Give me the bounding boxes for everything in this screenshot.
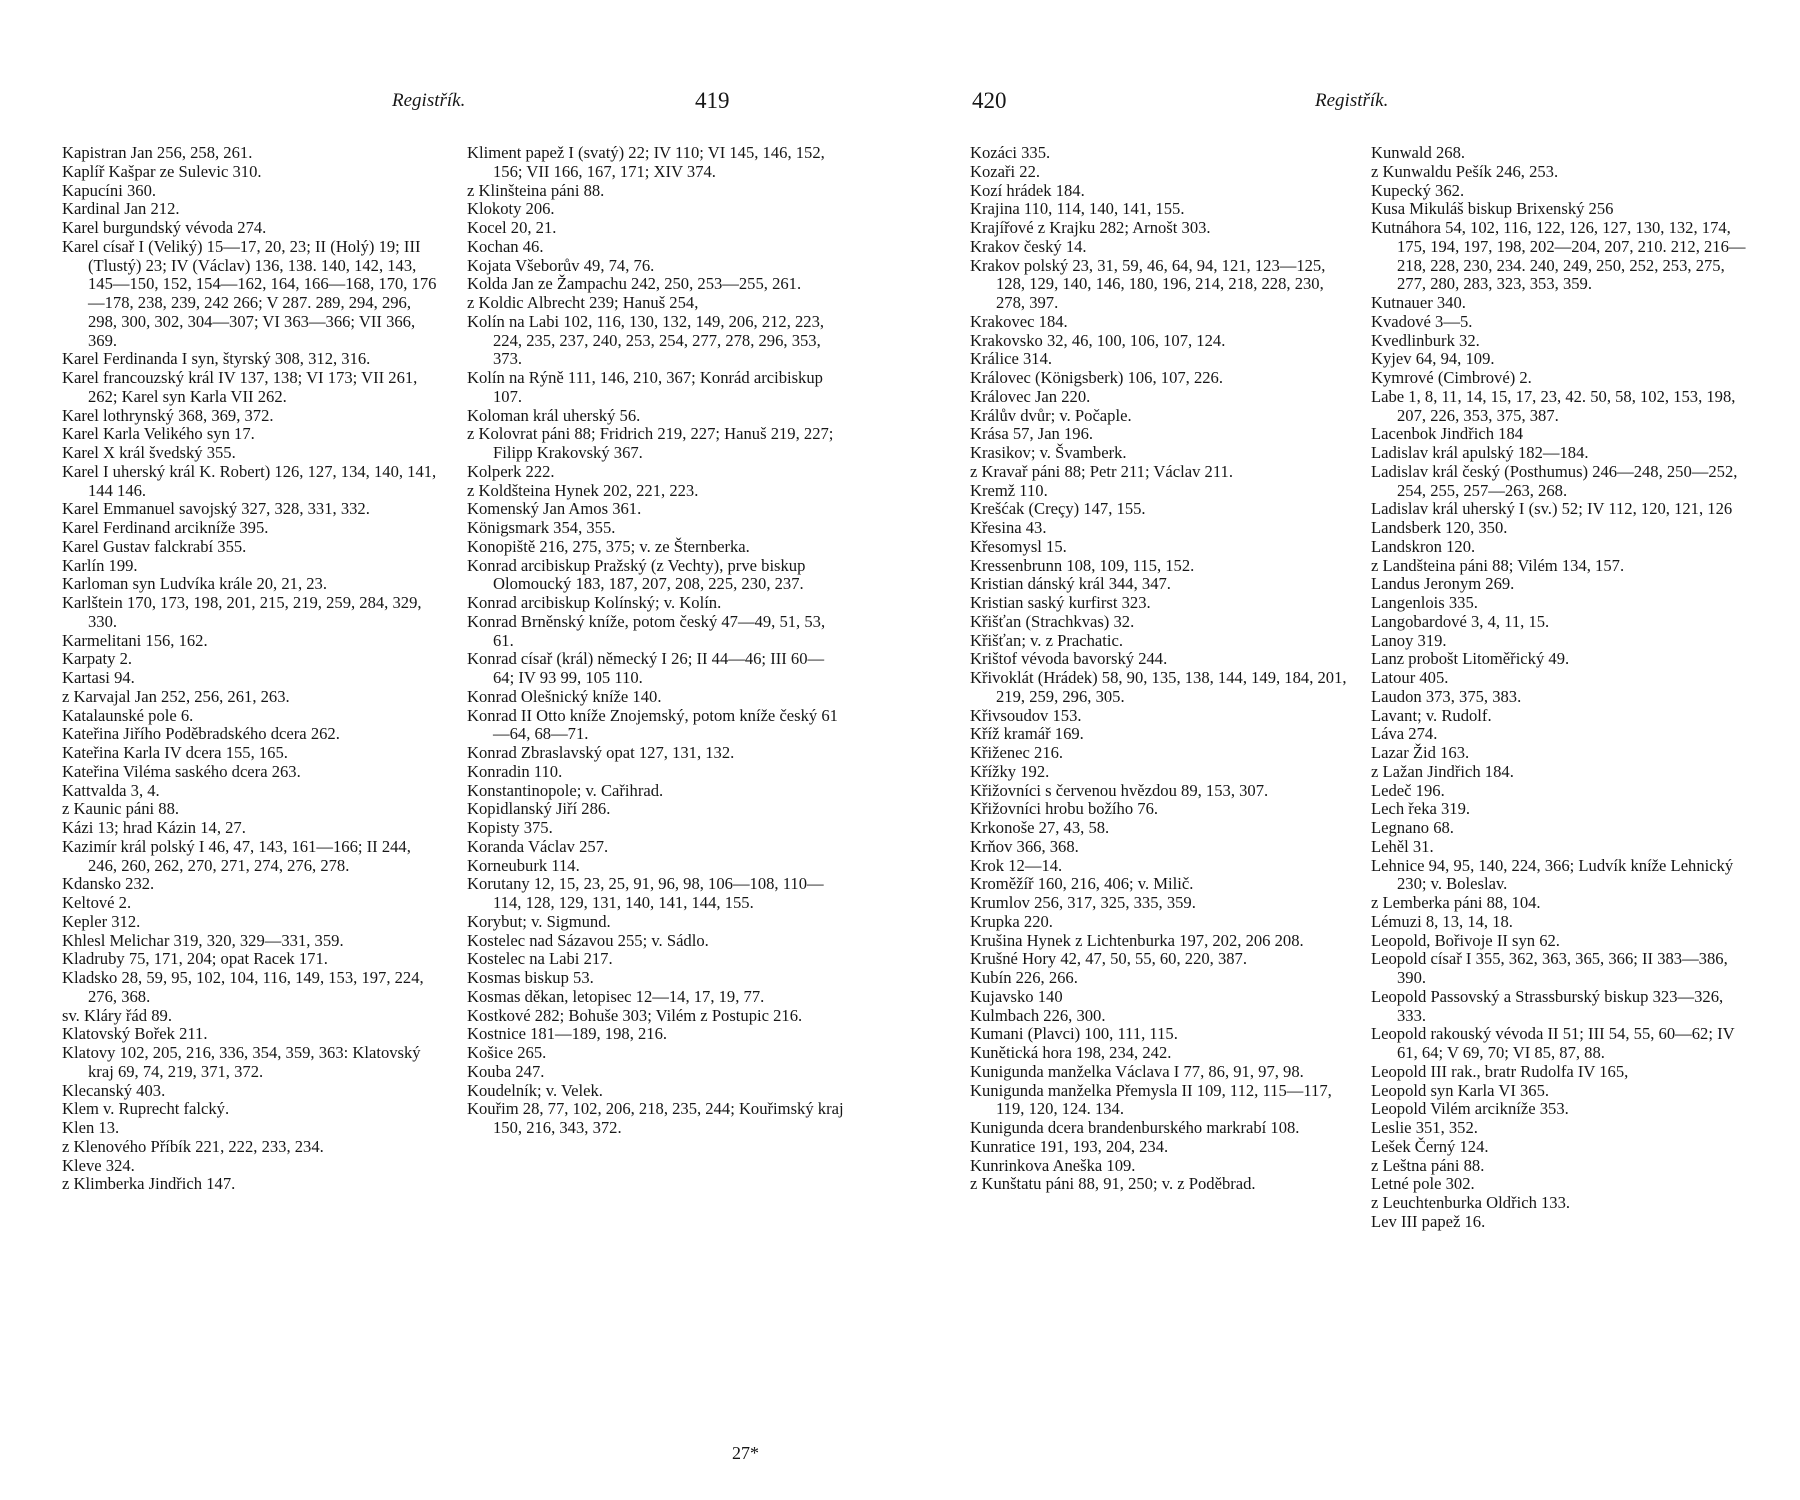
index-entry: Kozí hrádek 184. (970, 180, 1085, 200)
index-entry: Komenský Jan Amos 361. (467, 499, 642, 519)
index-entry: Kubín 226, 266. (970, 968, 1078, 987)
index-entry: Kutnáhora 54, 102, 116, 122, 126, 127, 130, 132, 174, 175, 194, 197, 198, 202—204, 207, 210. 212, 216—218, 228, 230, 234. 240, 249, 250, 252, 253, 275, 277, 280, 283, 323, 353, 359. (1371, 218, 1746, 294)
index-entry: Kunětická hora 198, 234, 242. (970, 1043, 1172, 1062)
index-entry: Křišťan (Strachkvas) 32. (970, 611, 1135, 631)
index-entry: z Klinšteina páni 88. (467, 180, 605, 200)
index-entry: Konrad Zbraslavský opat 127, 131, 132. (467, 743, 735, 762)
index-entry: Lanz probošt Litoměřický 49. (1371, 649, 1570, 669)
index-entry: Kazimír král polský I 46, 47, 143, 161—166; II 244, 246, 260, 262, 270, 271, 274, 276, 278. (62, 836, 411, 875)
index-entry: Lešek Černý 124. (1371, 1136, 1489, 1156)
index-entry: Karel Emmanuel savojský 327, 328, 331, 332. (62, 499, 370, 519)
index-entry: Konrad císař (král) německý I 26; II 44—46; III 60—64; IV 93 99, 105 110. (467, 649, 825, 687)
index-entry: Klatovský Bořek 211. (62, 1024, 208, 1044)
index-entry: Kattvalda 3, 4. (62, 780, 160, 800)
index-entry: Kochan 46. (467, 236, 544, 256)
index-entry: Křišťan; v. z Prachatic. (970, 630, 1123, 650)
index-entry: z Lažan Jindřich 184. (1371, 761, 1514, 781)
index-entry: Kateřina Viléma saského dcera 263. (62, 761, 301, 781)
index-entry: z Kunštatu páni 88, 91, 250; v. z Poděbrad. (970, 1174, 1256, 1194)
index-entry: z Karvajal Jan 252, 256, 261, 263. (62, 686, 290, 706)
index-entry: Kojata Všeborův 49, 74, 76. (467, 255, 655, 275)
index-entry: Karel francouzský král IV 137, 138; VI 173; VII 261, 262; Karel syn Karla VII 262. (62, 368, 418, 406)
index-entry: Krok 12—14. (970, 855, 1063, 875)
index-entry: Karel burgundský vévoda 274. (62, 218, 267, 237)
index-entry: Konrad II Otto kníže Znojemský, potom kníže český 61—64, 68—71. (467, 705, 838, 744)
index-entry: Klecanský 403. (62, 1080, 166, 1100)
index-entry: Krušina Hynek z Lichtenburka 197, 202, 206 208. (970, 930, 1304, 950)
index-entry: Landskron 120. (1371, 536, 1476, 556)
index-entry: Karel císař I (Veliký) 15—17, 20, 23; II (Holý) 19; III (Tlustý) 23; IV (Václav) 136, 138. 140, 142, 143, 145—150, 152, 154—162, 164, 166—168, 170, 176—178, 238, 239, 242 266; V 287. 289, 294, 296, 298, 300, 302, 304—307; VI 363—366; VII 366, 369. (62, 236, 437, 350)
index-entry: Karel Ferdinand arcikníže 395. (62, 518, 269, 537)
index-entry: Ledeč 196. (1371, 780, 1445, 800)
index-entry: Kliment papež I (svatý) 22; IV 110; VI 145, 146, 152, 156; VII 166, 167, 171; XIV 374. (467, 143, 825, 181)
index-entry: sv. Kláry řád 89. (62, 1005, 172, 1025)
index-entry: Králův dvůr; v. Počaple. (970, 405, 1132, 425)
index-entry: Konrad Olešnický kníže 140. (467, 686, 662, 706)
index-entry: Leopold rakouský vévoda II 51; III 54, 55, 60—62; IV 61, 64; V 69, 70; VI 85, 87, 88. (1371, 1024, 1735, 1062)
index-entry: z Kaunic páni 88. (62, 799, 180, 819)
index-entry: Kulmbach 226, 300. (970, 1005, 1106, 1025)
index-entry: Leslie 351, 352. (1371, 1118, 1478, 1137)
index-entry: Karpaty 2. (62, 649, 133, 669)
index-entry: Legnano 68. (1371, 818, 1454, 837)
page-number-420: 420 (972, 88, 1007, 113)
index-entry: Kladsko 28, 59, 95, 102, 104, 116, 149, 153, 197, 224, 276, 368. (62, 968, 424, 1006)
index-entry: Lacenbok Jindřich 184 (1371, 424, 1524, 444)
index-entry: Křivsoudov 153. (970, 705, 1082, 725)
index-entry: Krištof vévoda bavorský 244. (970, 649, 1168, 669)
index-entry: Landsberk 120, 350. (1371, 518, 1508, 537)
index-entry: Lehěl 31. (1371, 836, 1434, 856)
index-entry: Kapucíni 360. (62, 180, 157, 200)
index-entry: z Leštna páni 88. (1371, 1155, 1485, 1175)
index-entry: Královec Jan 220. (970, 386, 1091, 406)
index-entry: Kostnice 181—189, 198, 216. (467, 1024, 668, 1044)
index-entry: Kostelec nad Sázavou 255; v. Sádlo. (467, 930, 709, 950)
index-entry: Krakov polský 23, 31, 59, 46, 64, 94, 121, 123—125, 128, 129, 140, 146, 180, 196, 214, 218, 228, 230, 278, 397. (970, 255, 1326, 312)
index-entry: z Koldic Albrecht 239; Hanuš 254, (467, 293, 699, 312)
index-entry: Krakov český 14. (970, 236, 1087, 256)
index-entry: Konradin 110. (467, 761, 563, 781)
index-entry: Kunwald 268. (1371, 143, 1466, 162)
index-entry: Latour 405. (1371, 668, 1449, 687)
index-entry: Kostkové 282; Bohuše 303; Vilém z Postupic 216. (467, 1005, 803, 1025)
index-entry: Kvadové 3—5. (1371, 311, 1473, 331)
index-entry: Krakovec 184. (970, 311, 1068, 331)
index-entry: Karel I uherský král K. Robert) 126, 127, 134, 140, 141, 144 146. (62, 461, 437, 500)
index-entry: Lev III papež 16. (1371, 1211, 1486, 1231)
index-entry: Klokoty 206. (467, 199, 555, 219)
index-entry: Ladislav král apulský 182—184. (1371, 443, 1589, 462)
index-entry: Klen 13. (62, 1118, 120, 1137)
running-header-left: Registřík. (392, 90, 466, 111)
index-entry: Kumani (Plavci) 100, 111, 115. (970, 1024, 1178, 1044)
index-entry: Ladislav král uherský I (sv.) 52; IV 112, 120, 121, 126 (1371, 499, 1733, 519)
index-entry: Koranda Václav 257. (467, 836, 609, 856)
index-entry: Kdansko 232. (62, 874, 155, 894)
index-entry: Královec (Königsberk) 106, 107, 226. (970, 368, 1223, 387)
index-entry: Kouřim 28, 77, 102, 206, 218, 235, 244; Kouřimský kraj 150, 216, 343, 372. (467, 1099, 844, 1137)
signature-mark: 27* (732, 1443, 759, 1463)
index-entry: Königsmark 354, 355. (467, 518, 616, 537)
index-entry: Kardinal Jan 212. (62, 199, 180, 219)
index-entry: Kymrové (Cimbrové) 2. (1371, 368, 1532, 387)
index-entry: Krňov 366, 368. (970, 836, 1079, 856)
index-entry: Kolín na Labi 102, 116, 130, 132, 149, 206, 212, 223, 224, 235, 237, 240, 253, 254, 277, 278, 296, 353, 373. (467, 311, 825, 369)
index-entry: Láva 274. (1371, 724, 1438, 744)
index-entry: Krumlov 256, 317, 325, 335, 359. (970, 893, 1196, 912)
index-entry: Konopiště 216, 275, 375; v. ze Šternberka. (467, 536, 750, 556)
index-column-2 (467, 144, 845, 1138)
index-entry: Karel lothrynský 368, 369, 372. (62, 405, 274, 425)
index-entry: Kroměžíř 160, 216, 406; v. Milič. (970, 874, 1194, 894)
index-entry: Kremž 110. (970, 480, 1048, 500)
index-entry: Keltové 2. (62, 893, 132, 912)
index-entry: Křiženec 216. (970, 743, 1064, 762)
index-column-4 (1371, 144, 1749, 1232)
index-entry: Krupka 220. (970, 911, 1053, 931)
index-entry: Kolperk 222. (467, 461, 555, 481)
index-entry: Kunrinkova Aneška 109. (970, 1155, 1136, 1175)
index-entry: Leopold, Bořivoje II syn 62. (1371, 930, 1560, 950)
index-entry: Krasikov; v. Švamberk. (970, 443, 1127, 462)
index-entry: Kosmas biskup 53. (467, 968, 594, 987)
index-entry: Langobardové 3, 4, 11, 15. (1371, 611, 1550, 631)
index-entry: Krkonoše 27, 43, 58. (970, 818, 1110, 837)
index-entry: Kapistran Jan 256, 258, 261. (62, 143, 253, 162)
index-entry: Landus Jeronym 269. (1371, 574, 1515, 594)
index-entry: Karlín 199. (62, 555, 138, 575)
index-entry: Koudelník; v. Velek. (467, 1080, 603, 1100)
index-entry: Kolda Jan ze Žampachu 242, 250, 253—255, 261. (467, 274, 802, 294)
index-entry: Karel Ferdinanda I syn, štyrský 308, 312, 316. (62, 349, 371, 369)
index-entry: z Koldšteina Hynek 202, 221, 223. (467, 480, 699, 500)
index-entry: Lémuzi 8, 13, 14, 18. (1371, 911, 1513, 931)
index-entry: Kolín na Rýně 111, 146, 210, 367; Konrád arcibiskup 107. (467, 368, 823, 406)
index-entry: z Kolovrat páni 88; Fridrich 219, 227; Hanuš 219, 227; Filipp Krakovský 367. (467, 424, 834, 462)
index-entry: Kozaři 22. (970, 161, 1041, 181)
index-entry: Laudon 373, 375, 383. (1371, 686, 1522, 706)
index-entry: Kupecký 362. (1371, 180, 1465, 200)
index-entry: Košice 265. (467, 1043, 547, 1062)
index-entry: Kateřina Karla IV dcera 155, 165. (62, 743, 288, 762)
index-entry: z Klenového Příbík 221, 222, 233, 234. (62, 1136, 324, 1156)
index-entry: Kozáci 335. (970, 143, 1051, 162)
index-entry: Konrad arcibiskup Kolínský; v. Kolín. (467, 593, 722, 612)
index-entry: Kunigunda manželka Václava I 77, 86, 91, 97, 98. (970, 1061, 1304, 1081)
index-entry: Kressenbrunn 108, 109, 115, 152. (970, 555, 1195, 575)
index-entry: Korneuburk 114. (467, 855, 580, 875)
index-entry: Leopold císař I 355, 362, 363, 365, 366; II 383—386, 390. (1371, 949, 1728, 987)
index-entry: Labe 1, 8, 11, 14, 15, 17, 23, 42. 50, 58, 102, 153, 198, 207, 226, 353, 375, 387. (1371, 386, 1736, 425)
index-entry: Lavant; v. Rudolf. (1371, 705, 1492, 725)
index-entry: Klem v. Ruprecht falcký. (62, 1099, 230, 1119)
index-entry: Krešćak (Creçy) 147, 155. (970, 499, 1146, 519)
index-entry: Kartasi 94. (62, 668, 135, 687)
index-entry: Konrad Brněnský kníže, potom český 47—49, 51, 53, 61. (467, 611, 826, 650)
index-entry: Kázi 13; hrad Kázin 14, 27. (62, 818, 246, 837)
index-entry: Karel Gustav falckrabí 355. (62, 536, 247, 556)
index-entry: Krakovsko 32, 46, 100, 106, 107, 124. (970, 330, 1226, 350)
index-entry: Lehnice 94, 95, 140, 224, 366; Ludvík kníže Lehnický 230; v. Boleslav. (1371, 855, 1734, 894)
index-entry: Kladruby 75, 171, 204; opat Racek 171. (62, 949, 328, 969)
index-entry: Karel Karla Velikého syn 17. (62, 424, 255, 444)
index-column-3 (970, 144, 1348, 1194)
index-entry: Kleve 324. (62, 1155, 135, 1175)
index-entry: Krajířové z Krajku 282; Arnošt 303. (970, 218, 1211, 237)
index-entry: Kunratice 191, 193, 204, 234. (970, 1136, 1169, 1156)
index-entry: Kocel 20, 21. (467, 218, 557, 237)
index-entry: Křivoklát (Hrádek) 58, 90, 135, 138, 144, 149, 184, 201, 219, 259, 296, 305. (970, 668, 1347, 706)
index-entry: Kristian saský kurfirst 323. (970, 593, 1151, 612)
index-entry: Ladislav král český (Posthumus) 246—248, 250—252, 254, 255, 257—263, 268. (1371, 461, 1738, 500)
index-entry: Kusa Mikuláš biskup Brixenský 256 (1371, 199, 1614, 219)
index-entry: Křižovníci hrobu božího 76. (970, 799, 1159, 819)
index-entry: Karel X král švedský 355. (62, 443, 236, 462)
index-entry: z Lemberka páni 88, 104. (1371, 893, 1541, 912)
index-entry: z Leuchtenburka Oldřich 133. (1371, 1193, 1571, 1212)
index-entry: z Kravař páni 88; Petr 211; Václav 211. (970, 461, 1233, 481)
index-entry: Leopold Vilém arcikníže 353. (1371, 1099, 1569, 1119)
index-entry: Kutnauer 340. (1371, 293, 1466, 312)
index-entry: Korutany 12, 15, 23, 25, 91, 96, 98, 106—108, 110—114, 128, 129, 131, 140, 141, 144, 155. (467, 874, 824, 912)
index-entry: Leopold Passovský a Strassburský biskup 323—326, 333. (1371, 986, 1724, 1025)
index-entry: Katalaunské pole 6. (62, 705, 194, 725)
index-entry: Kopisty 375. (467, 818, 553, 837)
index-entry: Krajina 110, 114, 140, 141, 155. (970, 199, 1185, 219)
index-entry: Křesomysl 15. (970, 536, 1067, 556)
index-entry: Konstantinopole; v. Cařihrad. (467, 780, 664, 800)
index-entry: z Landšteina páni 88; Vilém 134, 157. (1371, 555, 1625, 575)
running-header-right: Registřík. (1315, 90, 1389, 111)
index-entry: Kouba 247. (467, 1061, 545, 1081)
index-entry: Kříž kramář 169. (970, 724, 1084, 744)
index-entry: Kunigunda manželka Přemysla II 109, 112, 115—117, 119, 120, 124. 134. (970, 1080, 1332, 1119)
page-number-419: 419 (695, 88, 730, 113)
index-entry: Khlesl Melichar 319, 320, 329—331, 359. (62, 930, 344, 950)
index-entry: Leopold syn Karla VI 365. (1371, 1080, 1550, 1100)
index-entry: Lech řeka 319. (1371, 799, 1471, 819)
index-entry: Křížky 192. (970, 761, 1050, 781)
index-entry: Karlštein 170, 173, 198, 201, 215, 219, 259, 284, 329, 330. (62, 593, 422, 631)
index-column-1 (62, 144, 440, 1194)
index-entry: Křesina 43. (970, 518, 1047, 537)
index-entry: z Klimberka Jindřich 147. (62, 1174, 236, 1194)
index-entry: Korybut; v. Sigmund. (467, 911, 611, 931)
index-entry: Kristian dánský král 344, 347. (970, 574, 1171, 594)
index-entry: Kateřina Jiřího Poděbradského dcera 262. (62, 724, 340, 744)
index-entry: Lazar Žid 163. (1371, 743, 1470, 762)
index-entry: Kvedlinburk 32. (1371, 330, 1480, 350)
index-entry: Langenlois 335. (1371, 593, 1478, 612)
index-entry: Koloman král uherský 56. (467, 405, 641, 425)
index-entry: Kepler 312. (62, 911, 141, 931)
index-entry: Králice 314. (970, 349, 1053, 369)
index-entry: Letné pole 302. (1371, 1174, 1475, 1194)
index-entry: Konrad arcibiskup Pražský (z Vechty), prve biskup Olomoucký 183, 187, 207, 208, 225, 230, 237. (467, 555, 806, 594)
index-entry: Leopold III rak., bratr Rudolfa IV 165, (1371, 1061, 1629, 1081)
index-entry: Krušné Hory 42, 47, 50, 55, 60, 220, 387. (970, 949, 1248, 969)
index-entry: Křižovníci s červenou hvězdou 89, 153, 307. (970, 780, 1269, 800)
index-entry: z Kunwaldu Pešík 246, 253. (1371, 161, 1559, 181)
index-entry: Karloman syn Ludvíka krále 20, 21, 23. (62, 574, 327, 594)
right-page (900, 0, 1800, 1500)
index-entry: Kunigunda dcera brandenburského markrabí 108. (970, 1118, 1300, 1137)
index-entry: Krása 57, Jan 196. (970, 424, 1094, 444)
index-entry: Kopidlanský Jiří 286. (467, 799, 611, 819)
index-entry: Kosmas děkan, letopisec 12—14, 17, 19, 77. (467, 986, 765, 1006)
index-entry: Kyjev 64, 94, 109. (1371, 349, 1495, 369)
index-entry: Klatovy 102, 205, 216, 336, 354, 359, 363: Klatovský kraj 69, 74, 219, 371, 372. (62, 1043, 421, 1081)
index-entry: Kaplíř Kašpar ze Sulevic 310. (62, 161, 262, 181)
index-entry: Kostelec na Labi 217. (467, 949, 613, 969)
index-entry: Kujavsko 140 (970, 986, 1063, 1006)
index-entry: Lanoy 319. (1371, 630, 1447, 650)
index-entry: Karmelitani 156, 162. (62, 630, 208, 650)
